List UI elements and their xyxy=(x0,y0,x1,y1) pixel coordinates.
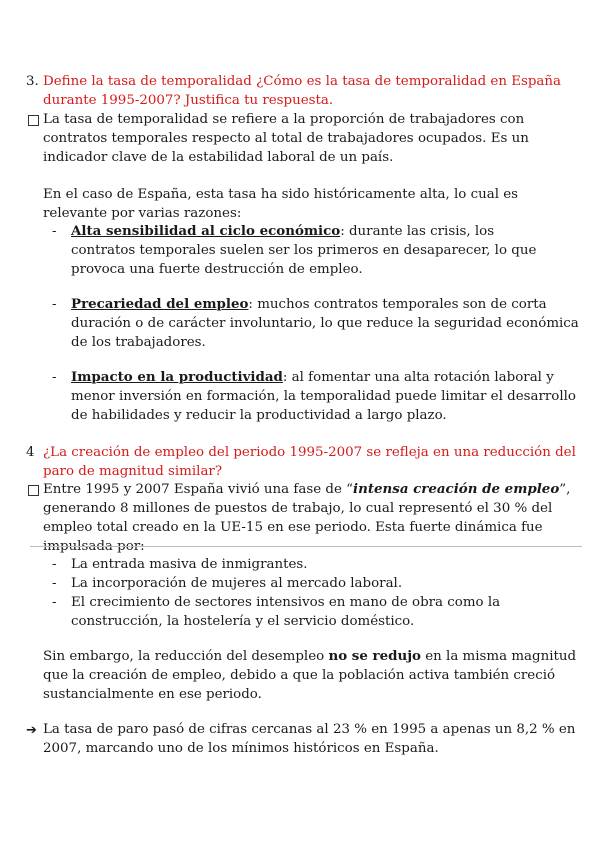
dash-bullet: - xyxy=(52,557,57,572)
however-bold: no se redujo xyxy=(328,648,421,664)
point-1-term: Alta sensibilidad al ciclo económico xyxy=(71,223,341,239)
answer-4-however xyxy=(43,647,578,704)
however-before: Sin embargo, la reducción del desempleo xyxy=(43,649,329,664)
checkbox-square-icon xyxy=(28,485,39,496)
question-4-text: ¿La creación de empleo del periodo 1995-2007 se refleja en una reducción del paro de magnitud similar? xyxy=(43,445,576,479)
question-4-number: 4 xyxy=(26,445,35,460)
point-1-text: : durante las crisis, los contratos temporales suelen ser los primeros en desaparecer, lo que provoca una fuerte destrucción de empleo. xyxy=(71,224,537,277)
divider-line xyxy=(30,546,582,547)
point-3 xyxy=(71,368,586,425)
dash-bullet: - xyxy=(52,595,57,610)
checkbox-square-icon xyxy=(28,115,39,126)
dash-bullet: - xyxy=(52,576,57,591)
point-3-text: : al fomentar una alta rotación laboral y menor inversión en formación, la temporalidad puede limitar el desarrollo de habilidades y reducir la productividad a largo plazo. xyxy=(71,370,576,423)
dash-bullet: - xyxy=(52,224,57,239)
point-2 xyxy=(71,295,586,352)
dash-bullet: - xyxy=(52,370,57,385)
list-item: La entrada masiva de inmigrantes. xyxy=(71,557,308,572)
list-item: La incorporación de mujeres al mercado laboral. xyxy=(71,576,403,591)
answer-4-conclusion: La tasa de paro pasó de cifras cercanas al 23 % en 1995 a apenas un 8,2 % en 2007, marcando uno de los mínimos históricos en España. xyxy=(43,722,576,756)
answer-3-context: En el caso de España, esta tasa ha sido históricamente alta, lo cual es relevante por varias razones: xyxy=(43,187,519,221)
point-1 xyxy=(71,222,551,279)
answer-4-intro-before: Entre 1995 y 2007 España vivió una fase de “ xyxy=(43,482,354,497)
however-after: en la misma magnitud que la creación de empleo, debido a que la población activa también creció sustancialmente en ese periodo. xyxy=(43,649,577,702)
answer-4-intro-after: ”, generando 8 millones de puestos de trabajo, lo cual representó el 30 % del empleo total creado en la UE-15 en ese periodo. Esta fuerte dinámica fue impulsada por: xyxy=(43,482,571,554)
question-3-text: Define la tasa de temporalidad ¿Cómo es la tasa de temporalidad en España durante 1995-2007? Justifica tu respuesta. xyxy=(43,74,562,108)
list-item: El crecimiento de sectores intensivos en mano de obra como la construcción, la hostelería y el servicio doméstico. xyxy=(71,595,501,629)
answer-4-intro-bold: intensa creación de empleo xyxy=(353,481,560,497)
answer-3-intro: La tasa de temporalidad se refiere a la proporción de trabajadores con contratos temporales respecto al total de trabajadores ocupados. Es un indicador clave de la estabilidad laboral de un país. xyxy=(43,112,529,165)
point-2-text: : muchos contratos temporales son de corta duración o de carácter involuntario, lo que reduce la seguridad económica de los trabajadores. xyxy=(71,297,579,350)
question-3-number: 3. xyxy=(26,74,39,89)
point-3-term: Impacto en la productividad xyxy=(71,369,283,385)
arrow-right-icon: ➔ xyxy=(26,723,37,738)
dash-bullet: - xyxy=(52,297,57,312)
answer-4-intro xyxy=(43,480,583,556)
point-2-term: Precariedad del empleo xyxy=(71,296,249,312)
